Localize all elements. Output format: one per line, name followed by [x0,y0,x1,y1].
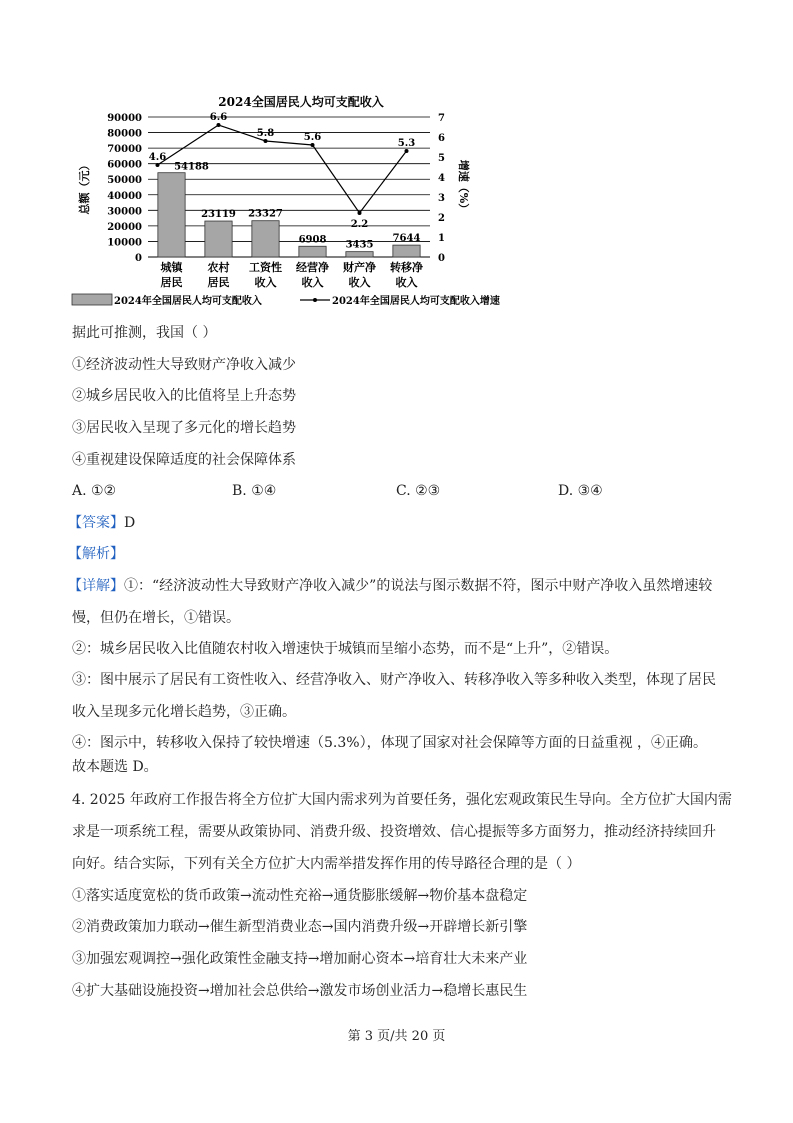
category-label: 收入 [348,276,371,289]
right-tick-label: 0 [438,253,445,264]
analysis-line-2: 慢，但仍在增长，①错误。 [72,610,240,626]
statement-1: ①经济波动性大导致财产净收入减少 [72,357,296,373]
growth-data-label: 5.8 [256,128,275,139]
option-a: A. ①② [72,483,117,499]
question4-line-1: 4. 2025 年政府工作报告将全方位扩大国内需求列为首要任务，强化宏观政策民生导向。全方位扩大国内需 [72,792,732,808]
option-b: B. ①④ [232,483,277,499]
growth-data-label: 2.2 [350,219,369,230]
category-label: 收入 [301,276,324,289]
question4-statement-1: ①落实适度宽松的货币政策→流动性充裕→通货膨胀缓解→物价基本盘稳定 [72,888,528,904]
bar [299,246,326,257]
left-tick-label: 30000 [107,206,142,218]
analysis-line-3: ②：城乡居民收入比值随农村收入增速快于城镇而呈缩小态势，而不是“上升”，②错误。 [72,641,619,657]
detail-label: 【详解】 [68,578,124,594]
analysis-line-6: ④：图示中，转移收入保持了较快增速（5.3%），体现了国家对社会保障等方面的日益重视 ，④正确。 [72,735,708,751]
income-chart [68,88,552,328]
left-axis-label: 总额（元） [78,159,91,215]
legend-bar-swatch [72,294,112,305]
category-label: 农村 [207,261,230,274]
left-tick-label: 70000 [107,144,142,156]
category-label: 经营净 [296,261,329,274]
growth-data-label: 5.6 [303,132,322,143]
right-tick-label: 1 [438,233,445,244]
statement-4: ④重视建设保障适度的社会保障体系 [72,452,296,468]
bar-data-label: 54188 [174,161,209,173]
option-c: C. ②③ [396,483,441,499]
category-label: 转移净 [390,261,423,274]
left-tick-label: 40000 [107,190,142,202]
growth-point [358,211,362,215]
option-d: D. ③④ [558,483,603,499]
bar [158,173,185,257]
legend-line-marker [313,298,317,302]
category-label: 城镇 [160,261,183,274]
bar [346,252,373,257]
growth-point [156,163,160,167]
growth-data-label: 4.6 [148,152,167,163]
growth-point [311,143,315,147]
right-axis-label: 增速（%） [457,159,470,215]
statement-3: ③居民收入呈现了多元化的增长趋势 [72,420,296,436]
bar-data-label: 7644 [392,233,421,245]
question4-statement-4: ④扩大基础设施投资→增加社会总供给→激发市场创业活力→稳增长惠民生 [72,983,528,999]
growth-point [264,139,268,143]
analysis-line-7: 故本题选 D。 [72,759,158,775]
right-tick-label: 5 [438,153,445,164]
chart-bars [158,162,421,257]
chart-right-axis [438,113,445,264]
category-label: 收入 [254,276,277,289]
bar [252,221,279,257]
left-tick-label: 50000 [107,175,142,187]
analysis-line-4: ③：图中展示了居民有工资性收入、经营净收入、财产净收入、转移净收入等多种收入类型，体现了居民 [72,672,716,688]
category-label: 居民 [207,276,230,289]
category-label: 居民 [160,276,183,289]
bar-data-label: 3435 [345,239,374,251]
analysis-line-5: 收入呈现多元化增长趋势，③正确。 [72,704,296,720]
left-tick-label: 20000 [107,221,142,233]
right-tick-label: 6 [438,133,445,144]
chart-title: 2024全国居民人均可支配收入 [218,95,384,109]
bar-data-label: 23327 [248,208,283,220]
category-label: 工资性 [249,261,282,274]
growth-data-label: 6.6 [209,112,228,123]
left-tick-label: 0 [135,253,142,264]
analysis-line-1: 【详解】①：“经济波动性大导致财产净收入减少”的说法与图示数据不符，图示中财产净收入虽然增速较 [68,578,713,594]
bar [205,221,232,257]
question4-statement-3: ③加强宏观调控→强化政策性金融支持→增加耐心资本→培育壮大未来产业 [72,951,528,967]
answer-value: D [124,515,136,531]
bar [393,245,420,257]
analysis-label: 【解析】 [68,546,124,562]
chart-gridlines [148,117,430,257]
legend-line-label: 2024年全国居民人均可支配收入增速 [332,296,500,307]
right-tick-label: 2 [438,213,445,224]
left-tick-label: 60000 [107,159,142,171]
left-tick-label: 90000 [107,113,142,124]
left-tick-label: 10000 [107,237,142,249]
question4-line-3: 向好。结合实际，下列有关全方位扩大内需举措发挥作用的传导路径合理的是（ ） [72,856,581,872]
answer-line [68,513,733,533]
answer-label: 【答案】 [68,515,124,531]
growth-point [217,123,221,127]
right-tick-label: 7 [438,113,445,124]
question4-line-2: 求是一项系统工程，需要从政策协同、消费升级、投资增效、信心提振等多方面努力，推动经济持续回升 [72,824,716,840]
left-tick-label: 80000 [107,128,142,140]
question-stem: 据此可推测，我国（ ） [72,325,217,341]
category-label: 财产净 [343,261,376,274]
chart-legend [72,294,500,307]
statement-2: ②城乡居民收入的比值将呈上升态势 [72,388,296,404]
growth-data-label: 5.3 [397,138,416,149]
chart-left-axis [107,113,142,264]
category-label: 收入 [395,276,418,289]
question4-statement-2: ②消费政策加力联动→催生新型消费业态→国内消费升级→开辟增长新引擎 [72,919,528,935]
right-tick-label: 4 [438,173,445,184]
legend-bar-label: 2024年全国居民人均可支配收入 [114,296,262,307]
page-footer: 第 3 页/共 20 页 [347,1029,446,1044]
growth-point [405,149,409,153]
right-tick-label: 3 [438,193,445,204]
bar-data-label: 6908 [298,234,327,246]
bar-data-label: 23119 [201,209,236,221]
chart-category-labels [161,260,424,289]
